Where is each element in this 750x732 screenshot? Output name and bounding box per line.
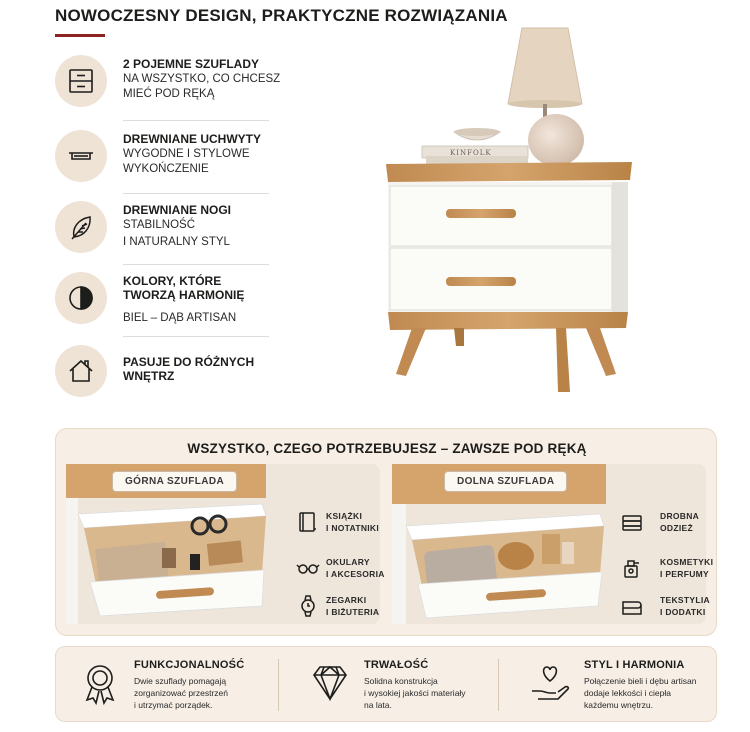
lower-item-clothes: DROBNA ODZIEŻ xyxy=(620,508,730,544)
divider xyxy=(123,120,269,121)
benefit-text: Dwie szuflady pomagają zorganizować przestrzeń i utrzymać porządek. xyxy=(134,676,229,710)
feature-title: DREWNIANE NOGI xyxy=(123,203,231,217)
heart-hand-icon xyxy=(528,661,572,705)
perfume-icon xyxy=(620,556,644,580)
benefit-title: STYL I HARMONIA xyxy=(584,659,685,671)
divider xyxy=(123,264,269,265)
benefit-durability xyxy=(308,647,498,723)
upper-item-glasses: OKULARY I AKCESORIA xyxy=(296,554,406,590)
divider xyxy=(123,336,269,337)
feature-subtitle: WYKOŃCZENIE xyxy=(123,163,209,175)
feature-title: 2 POJEMNE SZUFLADY xyxy=(123,57,260,71)
benefit-style xyxy=(528,647,714,723)
book-title: KINFOLK xyxy=(450,149,492,157)
leaf-icon xyxy=(66,212,96,242)
feature-subtitle: I NATURALNY STYL xyxy=(123,236,230,248)
benefit-text: Solidna konstrukcja i wysokiej jakości materiały na lata. xyxy=(364,676,466,710)
medal-icon xyxy=(78,661,122,705)
title-underline xyxy=(55,34,105,37)
upper-item-watches: ZEGARKI I BIŻUTERIA xyxy=(296,592,406,628)
storage-panel xyxy=(55,428,717,636)
feature-title: PASUJE DO RÓŻNYCH WNĘTRZ xyxy=(123,355,255,383)
divider xyxy=(123,193,269,194)
book-icon xyxy=(296,510,320,534)
benefits-bar xyxy=(55,646,717,722)
feature-subtitle: BIEL – DĄB ARTISAN xyxy=(123,312,237,324)
benefit-text: Połączenie bieli i dębu artisan dodaje lekkości i ciepła każdemu wnętrzu. xyxy=(584,676,697,710)
feature-subtitle: NA WSZYSTKO, CO CHCESZ xyxy=(123,73,281,85)
contrast-icon xyxy=(66,283,96,313)
divider xyxy=(278,659,279,711)
drawers-icon xyxy=(66,66,96,96)
upper-item-books: KSIĄŻKI I NOTATNIKI xyxy=(296,508,406,544)
feature-legs xyxy=(55,201,270,263)
feature-title: DREWNIANE UCHWYTY xyxy=(123,132,261,146)
textile-icon xyxy=(620,594,644,618)
lower-item-cosmetics: KOSMETYKI I PERFUMY xyxy=(620,554,730,590)
feature-subtitle: WYGODNE I STYLOWE xyxy=(123,148,250,160)
lower-drawer-scene xyxy=(392,464,714,624)
feature-subtitle: STABILNOŚĆ xyxy=(123,219,195,231)
lower-item-textiles: TEKSTYLIA I DODATKI xyxy=(620,592,730,628)
diamond-icon xyxy=(308,661,352,705)
glasses-icon xyxy=(296,556,320,580)
nightstand-image xyxy=(380,20,640,400)
lower-drawer-badge: DOLNA SZUFLADA xyxy=(444,471,567,492)
benefit-title: FUNKCJONALNOŚĆ xyxy=(134,659,245,671)
feature-drawers xyxy=(55,55,281,117)
watch-icon xyxy=(296,594,320,618)
page-title: NOWOCZESNY DESIGN, PRAKTYCZNE ROZWIĄZANIA xyxy=(55,6,508,25)
benefit-functionality xyxy=(78,647,278,723)
feature-interiors xyxy=(55,345,270,407)
house-icon xyxy=(66,356,96,386)
feature-colors xyxy=(55,272,270,334)
feature-subtitle: MIEĆ POD RĘKĄ xyxy=(123,88,215,100)
clothes-icon xyxy=(620,510,644,534)
benefit-title: TRWAŁOŚĆ xyxy=(364,659,429,671)
upper-drawer-badge: GÓRNA SZUFLADA xyxy=(112,471,237,492)
panel-title: WSZYSTKO, CZEGO POTRZEBUJESZ – ZAWSZE POD RĘKĄ xyxy=(187,441,587,456)
handle-icon xyxy=(66,141,96,171)
feature-title: KOLORY, KTÓRE TWORZĄ HARMONIĘ xyxy=(123,274,245,302)
divider xyxy=(498,659,499,711)
upper-drawer-scene xyxy=(66,464,385,624)
feature-handles xyxy=(55,130,270,192)
